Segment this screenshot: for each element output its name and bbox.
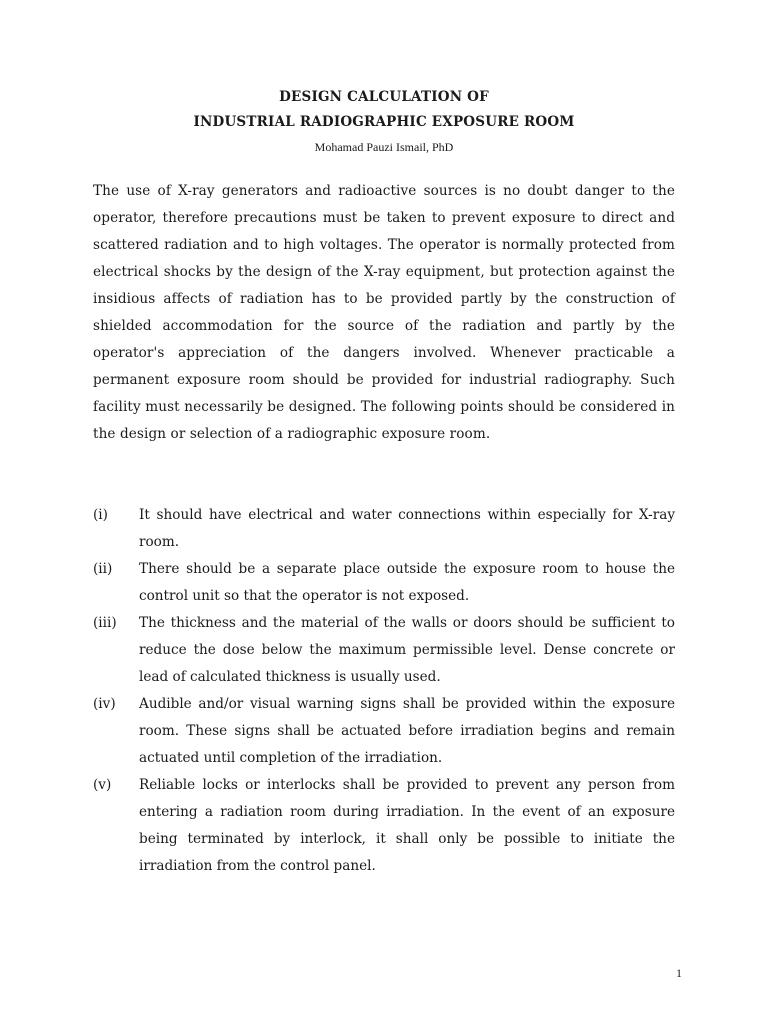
list-item-text: Reliable locks or interlocks shall be provided to prevent any person from entering a radiation room during irradiation. In the event of an exposure being terminated by interlock, it shall only be possible to initiate the irradiation from the control panel.: [139, 777, 675, 874]
list-item: [93, 610, 675, 691]
list-item-number: (iii): [93, 615, 117, 631]
list-item: [93, 556, 675, 610]
document-title-line-1: DESIGN CALCULATION OF: [279, 89, 489, 105]
list-item-text: Audible and/or visual warning signs shall be provided within the exposure room. These signs shall be actuated before irradiation begins and remain actuated until completion of the irradiation.: [139, 696, 675, 766]
list-item-number: (ii): [93, 561, 113, 577]
list-item-number: (i): [93, 507, 108, 523]
page-number: 1: [676, 966, 682, 980]
list-item: [93, 691, 675, 772]
list-item-text: The thickness and the material of the walls or doors should be sufficient to reduce the dose below the maximum permissible level. Dense concrete or lead of calculated thickness is usually used.: [139, 615, 675, 685]
intro-paragraph: The use of X-ray generators and radioactive sources is no doubt danger to the operator, therefore precautions must be taken to prevent exposure to direct and scattered radiation and to high voltages. The operator is normally protected from electrical shocks by the design of the X-ray equipment, but protection against the insidious affects of radiation has to be provided partly by the construction of shielded accommodation for the source of the radiation and partly by the operator's appreciation of the dangers involved. Whenever practicable a permanent exposure room should be provided for industrial radiography. Such facility must necessarily be designed. The following points should be considered in the design or selection of a radiographic exposure room.: [93, 183, 675, 442]
list-item: [93, 772, 675, 880]
list-item: [93, 502, 675, 556]
list-item-text: There should be a separate place outside the exposure room to house the control unit so that the operator is not exposed.: [139, 561, 675, 604]
document-title-line-2: INDUSTRIAL RADIOGRAPHIC EXPOSURE ROOM: [193, 114, 575, 130]
list-item-number: (iv): [93, 696, 116, 712]
author-name: Mohamad Pauzi Ismail, PhD: [314, 140, 454, 154]
design-points-list: [93, 502, 675, 880]
list-item-text: It should have electrical and water connections within especially for X-ray room.: [139, 507, 675, 550]
list-item-number: (v): [93, 777, 112, 793]
